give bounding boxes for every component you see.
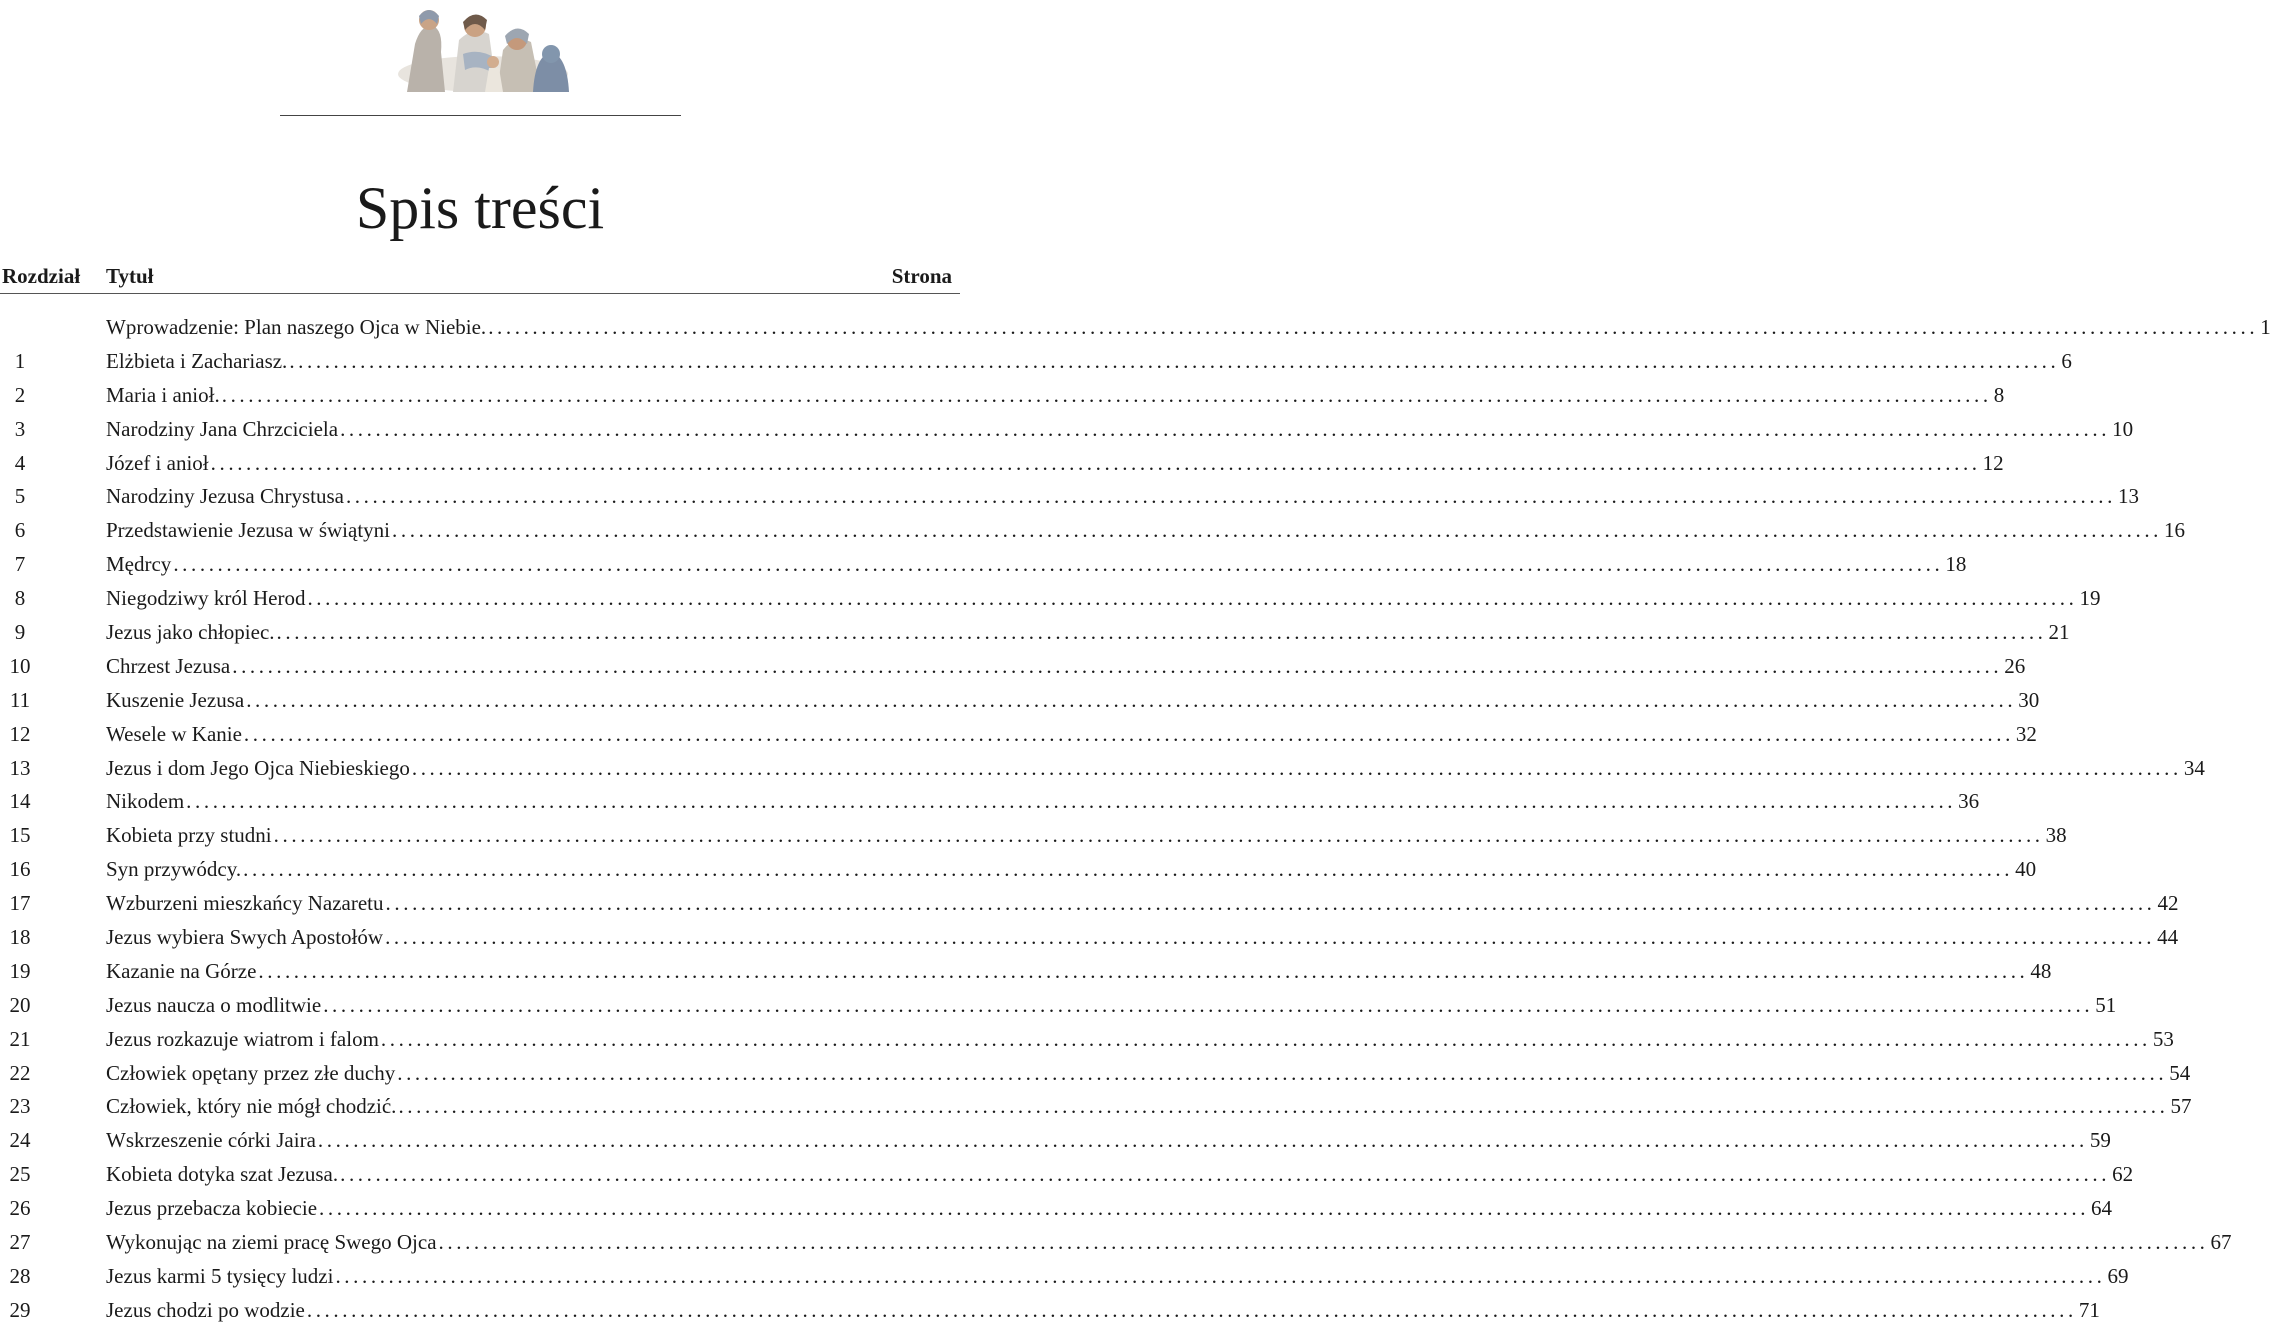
chapter-title: Kobieta przy studni <box>106 823 272 848</box>
dot-leader: ........................................................................................................................................................................................................ <box>340 416 2111 441</box>
toc-entry[interactable] <box>0 414 2134 448</box>
dot-leader: ........................................................................................................................................................................................................ <box>246 687 2017 712</box>
toc-entry[interactable] <box>0 1261 2129 1295</box>
dot-leader: ........................................................................................................................................................................................................ <box>380 1026 2151 1051</box>
page-number: 51 <box>2095 992 2117 1017</box>
page-number: 12 <box>1982 450 2004 475</box>
chapter-number: 27 <box>9 1230 31 1255</box>
chapter-title: Jezus karmi 5 tysięcy ludzi <box>106 1263 334 1288</box>
page-number: 19 <box>2079 586 2101 611</box>
toc-header <box>0 262 952 292</box>
toc-entry[interactable] <box>0 786 1980 820</box>
toc-entry[interactable] <box>0 1125 2111 1159</box>
toc-list <box>0 312 2271 1329</box>
page-number: 67 <box>2210 1230 2232 1255</box>
dot-leader: ........................................................................................................................................................................................................ <box>323 992 2094 1017</box>
toc-entry[interactable] <box>0 549 1967 583</box>
chapter-title: Wskrzeszenie córki Jaira <box>106 1128 316 1153</box>
dot-leader: ........................................................................................................................................................................................................ <box>307 586 2078 611</box>
chapter-number: 20 <box>9 992 31 1017</box>
page-number: 42 <box>2157 891 2179 916</box>
toc-entry[interactable] <box>0 1024 2174 1058</box>
toc-entry[interactable] <box>0 956 2052 990</box>
toc-entry[interactable] <box>0 888 2179 922</box>
chapter-title: Jezus przebacza kobiecie <box>106 1196 318 1221</box>
chapter-number: 25 <box>9 1162 31 1187</box>
dot-leader: ........................................................................................................................................................................................................ <box>385 925 2156 950</box>
toc-entry[interactable] <box>0 651 2026 685</box>
dot-leader: ........................................................................................................................................................................................................ <box>335 1263 2106 1288</box>
header-title: Tytuł <box>106 264 154 288</box>
page-number: 13 <box>2117 484 2139 509</box>
page-number: 44 <box>2157 925 2179 950</box>
dot-leader: ........................................................................................................................................................................................................ <box>186 789 1957 814</box>
dot-leader: ........................................................................................................................................................................................................ <box>319 1196 2090 1221</box>
chapter-title: Nikodem <box>106 789 185 814</box>
page-number: 57 <box>2170 1094 2192 1119</box>
toc-entry[interactable] <box>0 922 2179 956</box>
toc-entry[interactable] <box>0 1091 2192 1125</box>
chapter-number: 22 <box>9 1060 31 1085</box>
toc-entry[interactable] <box>0 1227 2232 1261</box>
page-number: 34 <box>2183 755 2205 780</box>
chapter-number: 2 <box>14 382 26 407</box>
chapter-title: Narodziny Jezusa Chrystusa <box>106 484 344 509</box>
chapter-number: 5 <box>14 484 26 509</box>
toc-entry[interactable] <box>0 719 2037 753</box>
chapter-title: Chrzest Jezusa <box>106 653 231 678</box>
chapter-title: Wzburzeni mieszkańcy Nazaretu <box>106 891 384 916</box>
chapter-number: 13 <box>9 755 31 780</box>
toc-entry[interactable] <box>0 617 2070 651</box>
dot-leader: ........................................................................................................................................................................................................ <box>243 857 2014 882</box>
chapter-title: Wesele w Kanie <box>106 721 242 746</box>
dot-leader: ........................................................................................................................................................................................................ <box>317 1128 2088 1153</box>
dot-leader: ........................................................................................................................................................................................................ <box>210 450 1981 475</box>
dot-leader: ........................................................................................................................................................................................................ <box>411 755 2182 780</box>
page-number: 62 <box>2112 1162 2134 1187</box>
chapter-number: 17 <box>9 891 31 916</box>
chapter-number: 7 <box>14 552 26 577</box>
title-rule <box>280 115 681 116</box>
page-number: 40 <box>2015 857 2037 882</box>
chapter-title: Jezus rozkazuje wiatrom i falom <box>106 1026 379 1051</box>
dot-leader: ........................................................................................................................................................................................................ <box>232 653 2003 678</box>
chapter-title: Człowiek, który nie mógł chodzić. <box>106 1094 397 1119</box>
dot-leader: ........................................................................................................................................................................................................ <box>385 891 2156 916</box>
chapter-number: 26 <box>9 1196 31 1221</box>
chapter-title: Człowiek opętany przez złe duchy <box>106 1060 396 1085</box>
header-rule <box>0 293 960 294</box>
toc-entry[interactable] <box>0 1193 2113 1227</box>
page-number: 32 <box>2015 721 2037 746</box>
chapter-number: 12 <box>9 721 31 746</box>
page-number: 30 <box>2018 687 2040 712</box>
chapter-title: Jezus chodzi po wodzie <box>106 1297 305 1322</box>
page-number: 26 <box>2004 653 2026 678</box>
dot-leader: ........................................................................................................................................................................................................ <box>392 518 2163 543</box>
toc-entry[interactable] <box>0 685 2040 719</box>
chapter-title: Przedstawienie Jezusa w świątyni <box>106 518 391 543</box>
dot-leader: ........................................................................................................................................................................................................ <box>258 958 2029 983</box>
page-number: 16 <box>2164 518 2186 543</box>
page-title: Spis treści <box>355 175 605 242</box>
page-number: 53 <box>2152 1026 2174 1051</box>
chapter-number: 14 <box>9 789 31 814</box>
toc-entry[interactable] <box>0 515 2186 549</box>
chapter-number: 1 <box>14 348 26 373</box>
header-chapter: Rozdział <box>2 264 81 288</box>
page-number: 71 <box>2078 1297 2100 1322</box>
dot-leader: ........................................................................................................................................................................................................ <box>340 1162 2111 1187</box>
dot-leader: ........................................................................................................................................................................................................ <box>221 382 1992 407</box>
toc-entry[interactable] <box>0 481 2139 515</box>
dot-leader: ........................................................................................................................................................................................................ <box>173 552 1944 577</box>
toc-entry[interactable] <box>0 1159 2134 1193</box>
chapter-title: Jezus i dom Jego Ojca Niebieskiego <box>106 755 410 780</box>
header-illustration <box>393 4 573 94</box>
header-page: Strona <box>891 264 952 288</box>
toc-entry[interactable] <box>0 1058 2191 1092</box>
chapter-number: 24 <box>9 1128 31 1153</box>
chapter-title: Niegodziwy król Herod <box>106 586 306 611</box>
toc-entry[interactable] <box>0 380 2005 414</box>
chapter-title: Elżbieta i Zachariasz. <box>106 348 288 373</box>
dot-leader: ........................................................................................................................................................................................................ <box>397 1060 2168 1085</box>
chapter-title: Kuszenie Jezusa <box>106 687 245 712</box>
dot-leader: ........................................................................................................................................................................................................ <box>488 315 2259 339</box>
toc-entry[interactable] <box>0 854 2037 888</box>
chapter-number: 21 <box>9 1026 31 1051</box>
chapter-number: 18 <box>9 925 31 950</box>
page-number: 8 <box>1993 382 2005 407</box>
chapter-title: Mędrcy <box>106 552 172 577</box>
page-number: 59 <box>2089 1128 2111 1153</box>
chapter-title: Maria i anioł. <box>106 382 220 407</box>
toc-entry[interactable] <box>0 1295 2100 1329</box>
chapter-title: Kobieta dotyka szat Jezusa. <box>106 1162 339 1187</box>
chapter-title: Jezus naucza o modlitwie <box>106 992 322 1017</box>
page-number: 54 <box>2169 1060 2191 1085</box>
chapter-number: 15 <box>9 823 31 848</box>
chapter-number: 28 <box>9 1263 31 1288</box>
chapter-title: Narodziny Jana Chrzciciela <box>106 416 339 441</box>
toc-entry[interactable] <box>0 583 2101 617</box>
page-number: 64 <box>2091 1196 2113 1221</box>
chapter-title: Jezus jako chłopiec. <box>106 620 275 645</box>
toc-entry[interactable] <box>0 820 2067 854</box>
toc-entry[interactable] <box>0 448 2004 482</box>
chapter-number: 9 <box>14 620 26 645</box>
page-number: 10 <box>2112 416 2134 441</box>
chapter-number: 19 <box>9 958 31 983</box>
dot-leader: ........................................................................................................................................................................................................ <box>398 1094 2169 1119</box>
dot-leader: ........................................................................................................................................................................................................ <box>289 348 2060 373</box>
chapter-number: 10 <box>9 653 31 678</box>
chapter-title: Wprowadzenie: Plan naszego Ojca w Niebie. <box>106 315 487 339</box>
dot-leader: ........................................................................................................................................................................................................ <box>438 1230 2209 1255</box>
chapter-number: 11 <box>9 687 31 712</box>
page-number: 48 <box>2030 958 2052 983</box>
page-number: 36 <box>1958 789 1980 814</box>
chapter-title: Jezus wybiera Swych Apostołów <box>106 925 384 950</box>
dot-leader: ........................................................................................................................................................................................................ <box>276 620 2047 645</box>
page-number: 38 <box>2045 823 2067 848</box>
toc-entry[interactable] <box>0 346 2072 380</box>
chapter-number: 6 <box>14 518 26 543</box>
chapter-number: 3 <box>14 416 26 441</box>
toc-entry[interactable] <box>0 753 2205 787</box>
page-number: 6 <box>2061 348 2072 373</box>
chapter-title: Wykonując na ziemi pracę Swego Ojca <box>106 1230 437 1255</box>
page-number: 1 <box>2260 315 2271 339</box>
chapter-number: 29 <box>9 1297 31 1322</box>
page-number: 21 <box>2048 620 2070 645</box>
chapter-title: Syn przywódcy. <box>106 857 242 882</box>
chapter-title: Kazanie na Górze <box>106 958 257 983</box>
toc-entry[interactable] <box>0 312 2271 346</box>
page-number: 69 <box>2107 1263 2129 1288</box>
dot-leader: ........................................................................................................................................................................................................ <box>243 721 2014 746</box>
dot-leader: ........................................................................................................................................................................................................ <box>306 1297 2077 1322</box>
chapter-number: 4 <box>14 450 26 475</box>
page-number: 18 <box>1945 552 1967 577</box>
chapter-title: Józef i anioł <box>106 450 209 475</box>
chapter-number: 8 <box>14 586 26 611</box>
chapter-number: 23 <box>9 1094 31 1119</box>
toc-entry[interactable] <box>0 990 2117 1024</box>
dot-leader: ........................................................................................................................................................................................................ <box>273 823 2044 848</box>
dot-leader: ........................................................................................................................................................................................................ <box>345 484 2116 509</box>
chapter-number: 16 <box>9 857 31 882</box>
